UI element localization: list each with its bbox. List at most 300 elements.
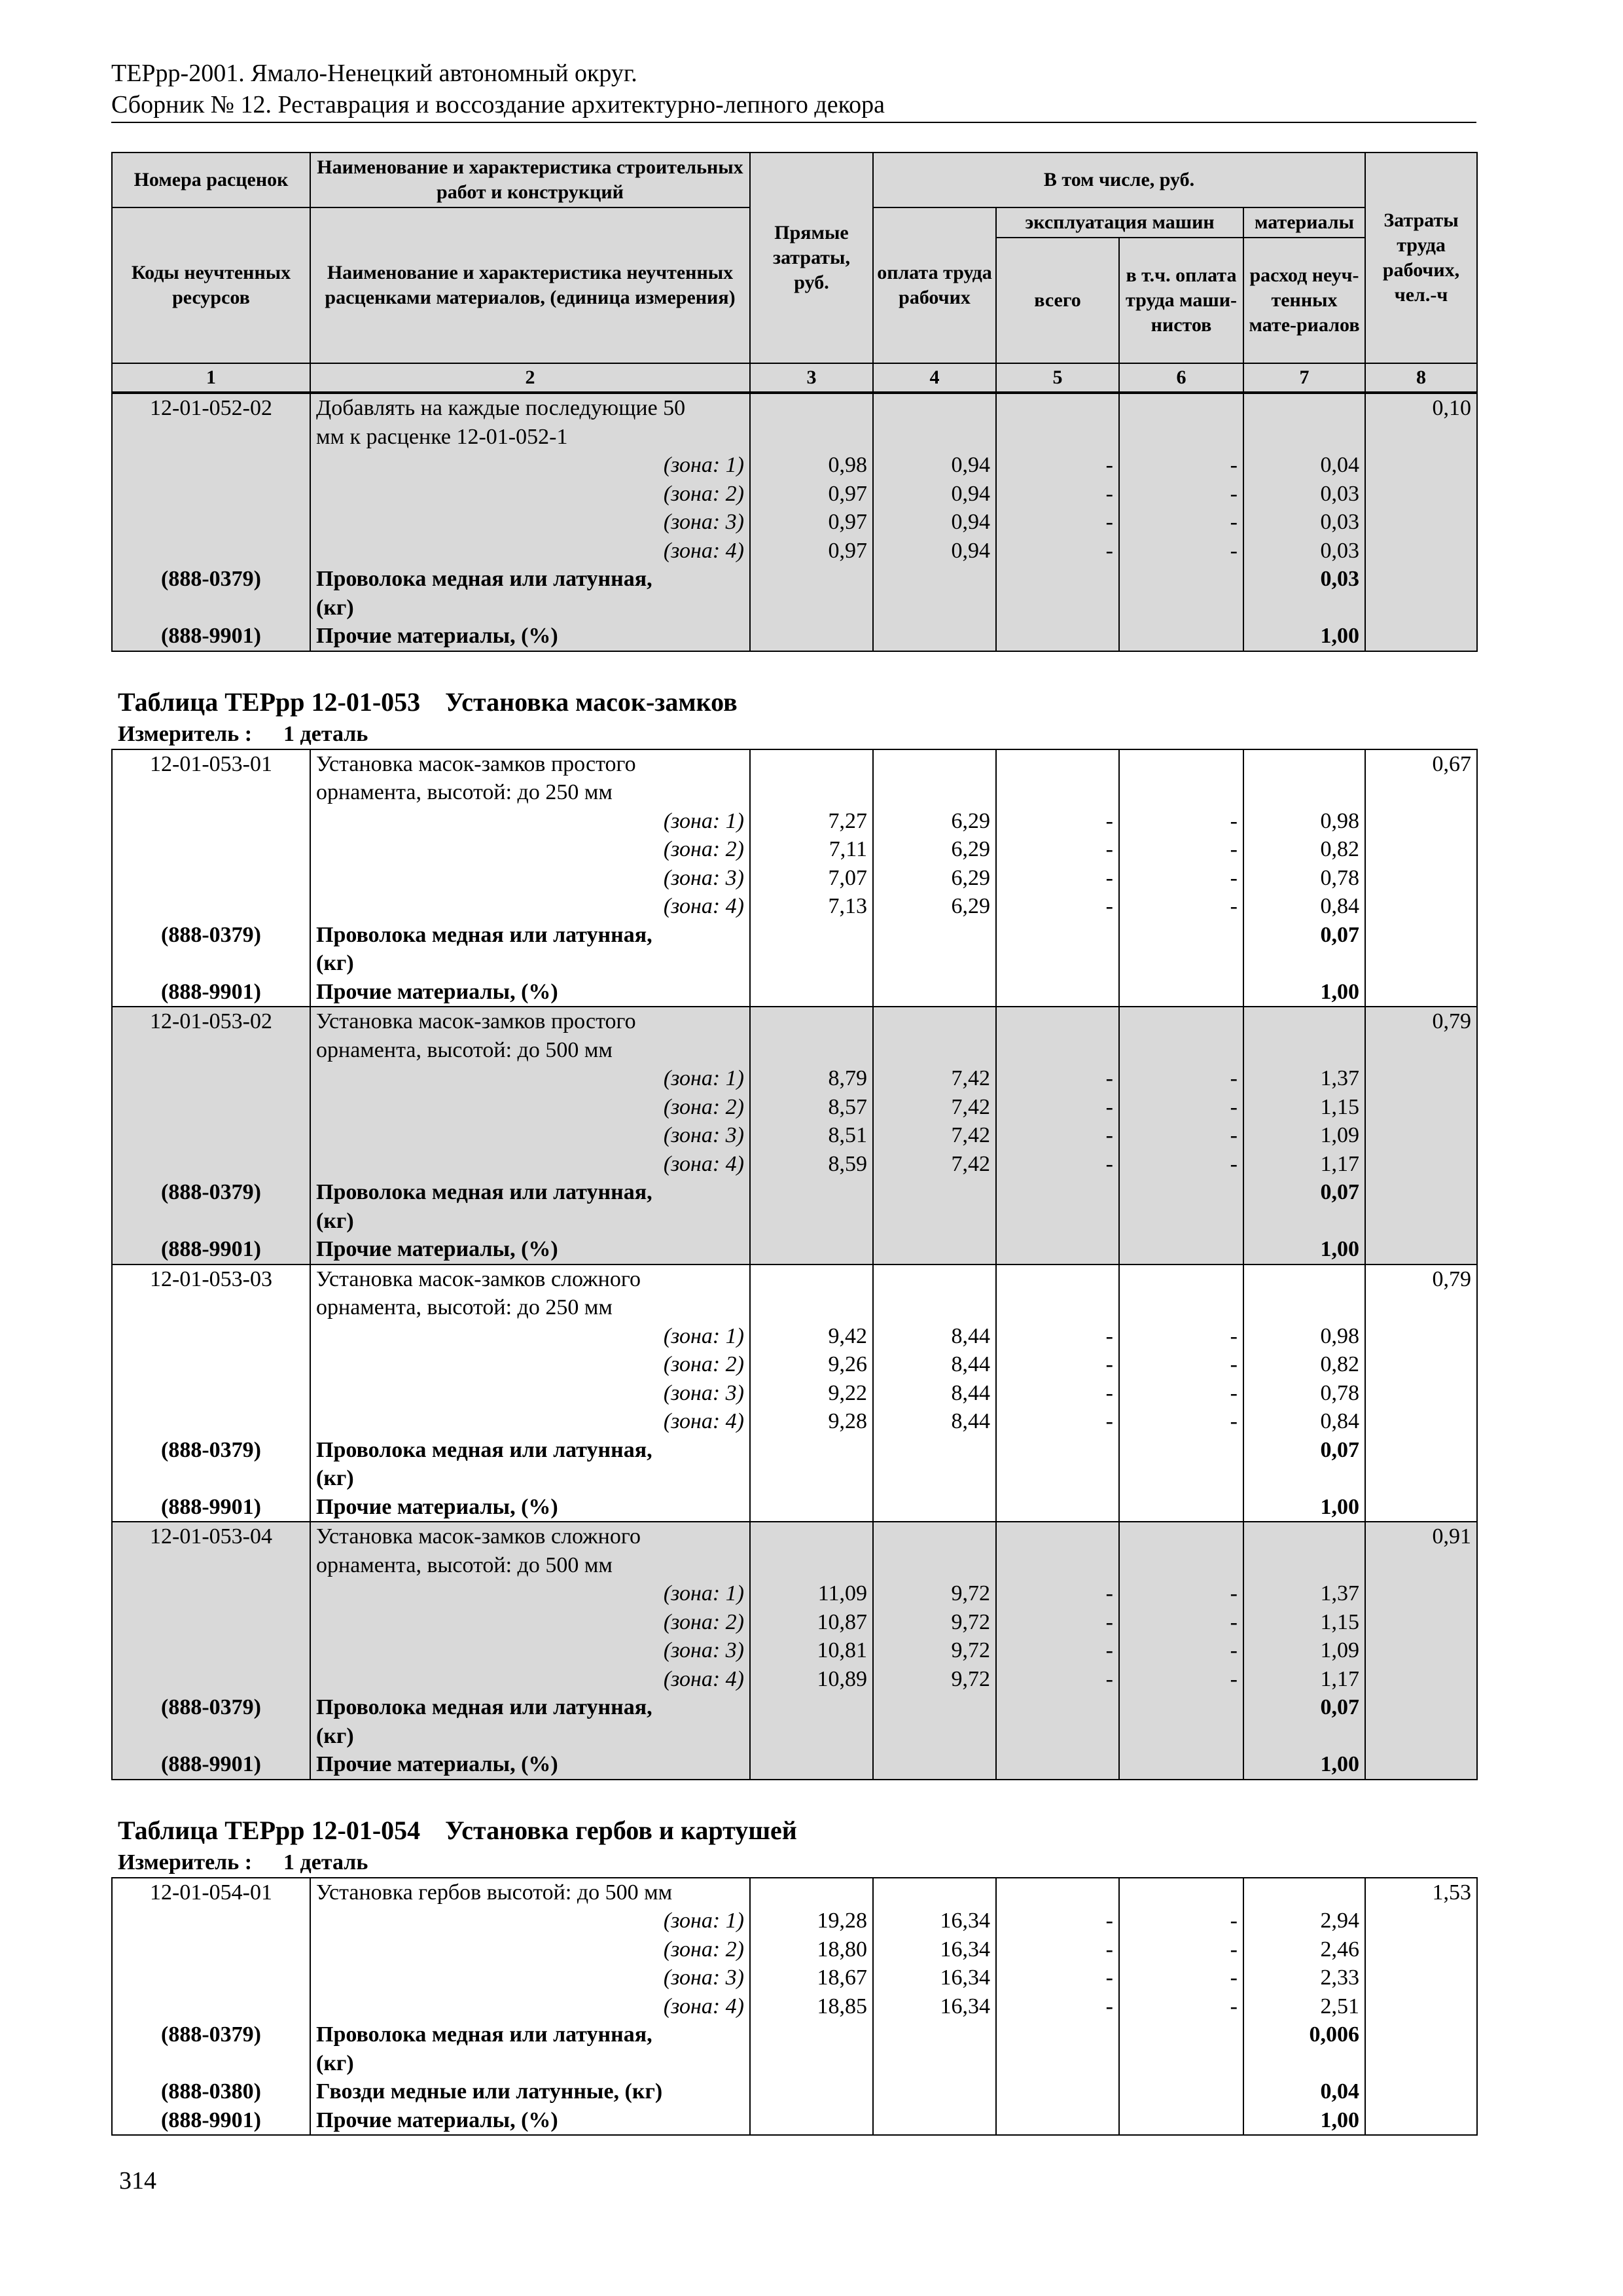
col-num-7: 7 <box>1243 363 1365 392</box>
zone-row <box>112 1636 1477 1665</box>
cell-empty <box>996 778 1119 807</box>
rates-table <box>111 1877 1478 2136</box>
cell-empty <box>112 1036 310 1065</box>
cell-empty <box>1243 423 1365 452</box>
worker-pay: 7,42 <box>873 1150 996 1179</box>
materials-cost: 2,94 <box>1243 1907 1365 1935</box>
worker-pay: 0,94 <box>873 508 996 537</box>
machine-cost: - <box>996 1150 1119 1179</box>
table-title-code: Таблица ТЕРрр 12-01-053 <box>118 687 421 717</box>
col-rashod: расход неуч-тенных мате-риалов <box>1243 238 1365 363</box>
zone-row <box>112 1379 1477 1408</box>
page <box>111 58 1476 2136</box>
direct-cost: 7,13 <box>750 892 873 921</box>
cell-empty <box>1365 2020 1477 2049</box>
materials-cost: 0,03 <box>1243 480 1365 509</box>
cell-empty <box>1243 1878 1365 1907</box>
cell-empty <box>1243 749 1365 779</box>
column-header-table <box>111 152 1478 393</box>
cell-empty <box>750 1207 873 1236</box>
cell-empty <box>873 393 996 423</box>
cell-empty <box>1365 1407 1477 1436</box>
cell-empty <box>750 978 873 1007</box>
machinist-pay: - <box>1119 537 1243 565</box>
resource-qty: 1,00 <box>1243 1750 1365 1780</box>
resource-row <box>112 1207 1477 1236</box>
resource-qty: 1,00 <box>1243 1235 1365 1265</box>
resource-row <box>112 2020 1477 2049</box>
machine-cost: - <box>996 480 1119 509</box>
cell-empty <box>1243 1207 1365 1236</box>
resource-row <box>112 921 1477 950</box>
zone-label: (зона: 3) <box>310 1121 750 1150</box>
resource-qty: 0,07 <box>1243 1178 1365 1207</box>
machine-cost: - <box>996 1907 1119 1935</box>
col-nomera: Номера расценок <box>112 152 310 207</box>
labor-cost: 0,79 <box>1365 1265 1477 1294</box>
machine-cost: - <box>996 892 1119 921</box>
cell-empty <box>112 480 310 509</box>
rate-description: Установка масок-замков простого <box>310 1007 750 1036</box>
cell-empty <box>1119 565 1243 594</box>
resource-row <box>112 949 1477 978</box>
machine-cost: - <box>996 537 1119 565</box>
resource-name: Проволока медная или латунная, <box>310 921 750 950</box>
cell-empty <box>1119 749 1243 779</box>
cell-empty <box>873 1235 996 1265</box>
machinist-pay: - <box>1119 1665 1243 1694</box>
resource-row <box>112 1436 1477 1465</box>
zone-row <box>112 1907 1477 1935</box>
direct-cost: 0,97 <box>750 537 873 565</box>
cell-empty <box>996 1493 1119 1522</box>
cell-empty <box>750 1750 873 1780</box>
cell-empty <box>1365 978 1477 1007</box>
machine-cost: - <box>996 1636 1119 1665</box>
cell-empty <box>1243 594 1365 622</box>
machinist-pay: - <box>1119 1150 1243 1179</box>
cell-empty <box>112 864 310 893</box>
cell-empty <box>1119 2020 1243 2049</box>
cell-empty <box>750 1722 873 1751</box>
machinist-pay: - <box>1119 1608 1243 1637</box>
cell-empty <box>112 537 310 565</box>
zone-label: (зона: 2) <box>310 835 750 864</box>
zone-row <box>112 1150 1477 1179</box>
worker-pay: 6,29 <box>873 892 996 921</box>
cell-empty <box>996 1750 1119 1780</box>
materials-cost: 1,17 <box>1243 1665 1365 1694</box>
machinist-pay: - <box>1119 1907 1243 1935</box>
cell-empty <box>873 978 996 1007</box>
resource-name: Прочие материалы, (%) <box>310 1750 750 1780</box>
resource-name: Проволока медная или латунная, <box>310 2020 750 2049</box>
rate-row <box>112 778 1477 807</box>
cell-empty <box>1365 423 1477 452</box>
cell-empty <box>873 778 996 807</box>
cell-empty <box>1365 2106 1477 2136</box>
cell-empty <box>1365 1293 1477 1322</box>
direct-cost: 10,89 <box>750 1665 873 1694</box>
cell-empty <box>873 1722 996 1751</box>
machinist-pay: - <box>1119 1322 1243 1351</box>
resource-code: (888-0379) <box>112 1693 310 1722</box>
zone-row <box>112 1964 1477 1992</box>
worker-pay: 16,34 <box>873 1935 996 1964</box>
cell-empty <box>996 1551 1119 1580</box>
cell-empty <box>750 1235 873 1265</box>
cell-empty <box>996 978 1119 1007</box>
cell-empty <box>1119 594 1243 622</box>
worker-pay: 16,34 <box>873 1907 996 1935</box>
machine-cost: - <box>996 1992 1119 2021</box>
cell-empty <box>996 2077 1119 2106</box>
materials-cost: 0,82 <box>1243 835 1365 864</box>
header-rule <box>111 122 1476 123</box>
worker-pay: 7,42 <box>873 1093 996 1122</box>
cell-empty <box>996 1265 1119 1294</box>
machinist-pay: - <box>1119 1350 1243 1379</box>
cell-empty <box>996 2049 1119 2078</box>
cell-empty <box>1243 949 1365 978</box>
resource-row <box>112 1493 1477 1522</box>
col-oplata: оплата труда рабочих <box>873 207 996 363</box>
resource-qty: 0,04 <box>1243 2077 1365 2106</box>
direct-cost: 11,09 <box>750 1579 873 1608</box>
cell-empty <box>1365 1907 1477 1935</box>
cell-empty <box>1119 423 1243 452</box>
machine-cost: - <box>996 1121 1119 1150</box>
cell-empty <box>996 1293 1119 1322</box>
cell-empty <box>996 1522 1119 1551</box>
cell-empty <box>996 1722 1119 1751</box>
resource-code: (888-0379) <box>112 2020 310 2049</box>
measure-line <box>118 720 1476 749</box>
cell-empty <box>750 594 873 622</box>
cell-empty <box>873 1265 996 1294</box>
cell-empty <box>112 1636 310 1665</box>
col-num-2: 2 <box>310 363 750 392</box>
cell-empty <box>996 1207 1119 1236</box>
worker-pay: 9,72 <box>873 1579 996 1608</box>
cell-empty <box>1365 892 1477 921</box>
cell-empty <box>750 1265 873 1294</box>
machine-cost: - <box>996 1407 1119 1436</box>
cell-empty <box>750 749 873 779</box>
machine-cost: - <box>996 835 1119 864</box>
cell-empty <box>112 1579 310 1608</box>
zone-label: (зона: 2) <box>310 1093 750 1122</box>
rate-description: Установка масок-замков сложного <box>310 1522 750 1551</box>
cell-empty <box>112 1907 310 1935</box>
cell-empty <box>1119 2049 1243 2078</box>
direct-cost: 0,97 <box>750 480 873 509</box>
zone-label: (зона: 3) <box>310 1964 750 1992</box>
zone-row <box>112 1322 1477 1351</box>
cell-empty <box>873 1750 996 1780</box>
direct-cost: 9,26 <box>750 1350 873 1379</box>
cell-empty <box>1119 2106 1243 2136</box>
cell-empty <box>1365 1992 1477 2021</box>
direct-cost: 7,07 <box>750 864 873 893</box>
cell-empty <box>996 949 1119 978</box>
cell-empty <box>112 2049 310 2078</box>
resource-code: (888-0379) <box>112 1436 310 1465</box>
cell-empty <box>1365 921 1477 950</box>
cell-empty <box>750 1464 873 1493</box>
zone-row <box>112 835 1477 864</box>
zone-label: (зона: 3) <box>310 1636 750 1665</box>
worker-pay: 7,42 <box>873 1121 996 1150</box>
col-num-6: 6 <box>1119 363 1243 392</box>
resource-qty: 0,07 <box>1243 921 1365 950</box>
cell-empty <box>112 1064 310 1093</box>
worker-pay: 6,29 <box>873 835 996 864</box>
cell-empty <box>1119 1551 1243 1580</box>
machine-cost: - <box>996 807 1119 836</box>
cell-empty <box>112 1121 310 1150</box>
cell-empty <box>1365 1964 1477 1992</box>
cell-empty <box>112 1293 310 1322</box>
measure-value: 1 деталь <box>283 1850 368 1874</box>
machine-cost: - <box>996 451 1119 480</box>
resource-qty: 1,00 <box>1243 2106 1365 2136</box>
measure-value: 1 деталь <box>283 721 368 746</box>
machinist-pay: - <box>1119 1579 1243 1608</box>
cell-empty <box>1243 1007 1365 1036</box>
materials-cost: 2,51 <box>1243 1992 1365 2021</box>
cell-empty <box>750 1551 873 1580</box>
zone-row <box>112 1350 1477 1379</box>
zone-row <box>112 480 1477 509</box>
rate-row <box>112 1007 1477 1036</box>
cell-empty <box>1365 1464 1477 1493</box>
cell-empty <box>750 1036 873 1065</box>
resource-code: (888-9901) <box>112 2106 310 2136</box>
table-title <box>118 1813 1476 1848</box>
direct-cost: 7,27 <box>750 807 873 836</box>
resource-code: (888-9901) <box>112 1750 310 1780</box>
rate-row <box>112 423 1477 452</box>
cell-empty <box>1365 778 1477 807</box>
cell-empty <box>1243 1293 1365 1322</box>
resource-code: (888-0379) <box>112 1178 310 1207</box>
cell-empty <box>1365 1379 1477 1408</box>
cell-empty <box>1365 1150 1477 1179</box>
cell-empty <box>750 1436 873 1465</box>
cell-empty <box>1119 1293 1243 1322</box>
cell-empty <box>996 2106 1119 2136</box>
resource-name: Проволока медная или латунная, <box>310 565 750 594</box>
resource-qty: 0,03 <box>1243 565 1365 594</box>
materials-cost: 0,84 <box>1243 1407 1365 1436</box>
col-num-1: 1 <box>112 363 310 392</box>
zone-label: (зона: 1) <box>310 1579 750 1608</box>
zone-label: (зона: 1) <box>310 807 750 836</box>
machine-cost: - <box>996 1665 1119 1694</box>
measure-label: Измеритель : <box>118 1850 253 1874</box>
resource-row <box>112 565 1477 594</box>
cell-empty <box>1119 1693 1243 1722</box>
resource-code: (888-0379) <box>112 565 310 594</box>
cell-empty <box>750 949 873 978</box>
cell-empty <box>1119 1265 1243 1294</box>
cell-empty <box>1365 451 1477 480</box>
worker-pay: 0,94 <box>873 480 996 509</box>
cell-empty <box>750 778 873 807</box>
rate-description: Установка гербов высотой: до 500 мм <box>310 1878 750 1907</box>
table-title <box>118 685 1476 720</box>
cell-empty <box>1243 778 1365 807</box>
materials-cost: 0,04 <box>1243 451 1365 480</box>
cell-empty <box>1119 1178 1243 1207</box>
resource-name: (кг) <box>310 949 750 978</box>
worker-pay: 16,34 <box>873 1964 996 1992</box>
rate-description: Установка масок-замков простого <box>310 749 750 779</box>
cell-empty <box>873 1207 996 1236</box>
cell-empty <box>1365 864 1477 893</box>
cell-empty <box>1365 1322 1477 1351</box>
direct-cost: 10,87 <box>750 1608 873 1637</box>
cell-empty <box>1365 1665 1477 1694</box>
resource-qty: 0,07 <box>1243 1693 1365 1722</box>
cell-empty <box>1243 393 1365 423</box>
col-num-8: 8 <box>1365 363 1477 392</box>
cell-empty <box>112 1350 310 1379</box>
cell-empty <box>873 1464 996 1493</box>
zone-label: (зона: 1) <box>310 1322 750 1351</box>
cell-empty <box>1365 1093 1477 1122</box>
cell-empty <box>873 622 996 651</box>
cell-empty <box>750 2106 873 2136</box>
worker-pay: 8,44 <box>873 1322 996 1351</box>
cell-empty <box>112 1150 310 1179</box>
zone-row <box>112 1579 1477 1608</box>
cell-empty <box>1365 1235 1477 1265</box>
materials-cost: 2,33 <box>1243 1964 1365 1992</box>
materials-cost: 0,03 <box>1243 508 1365 537</box>
cell-empty <box>1243 2049 1365 2078</box>
cell-empty <box>750 921 873 950</box>
resource-code: (888-0380) <box>112 2077 310 2106</box>
zone-label: (зона: 3) <box>310 508 750 537</box>
col-vtch: в т.ч. оплата труда маши-нистов <box>1119 238 1243 363</box>
materials-cost: 0,78 <box>1243 864 1365 893</box>
col-num-4: 4 <box>873 363 996 392</box>
col-v-tom: В том числе, руб. <box>873 152 1365 207</box>
cell-empty <box>1365 1436 1477 1465</box>
col-kody: Коды неучтенных ресурсов <box>112 207 310 363</box>
resource-row <box>112 1750 1477 1780</box>
cell-empty <box>750 1493 873 1522</box>
rates-table <box>111 393 1478 652</box>
zone-row <box>112 1665 1477 1694</box>
cell-empty <box>1365 1178 1477 1207</box>
rate-description: орнамента, высотой: до 250 мм <box>310 1293 750 1322</box>
direct-cost: 9,22 <box>750 1379 873 1408</box>
cell-empty <box>112 1992 310 2021</box>
zone-label: (зона: 2) <box>310 1608 750 1637</box>
cell-empty <box>1365 537 1477 565</box>
direct-cost: 8,57 <box>750 1093 873 1122</box>
cell-empty <box>1243 1265 1365 1294</box>
labor-cost: 0,79 <box>1365 1007 1477 1036</box>
cell-empty <box>1365 1935 1477 1964</box>
cell-empty <box>112 1379 310 1408</box>
machinist-pay: - <box>1119 508 1243 537</box>
machinist-pay: - <box>1119 1407 1243 1436</box>
machine-cost: - <box>996 1608 1119 1637</box>
cell-empty <box>873 749 996 779</box>
cell-empty <box>996 594 1119 622</box>
cell-empty <box>1119 1207 1243 1236</box>
worker-pay: 0,94 <box>873 537 996 565</box>
direct-cost: 8,59 <box>750 1150 873 1179</box>
cell-empty <box>112 1464 310 1493</box>
machine-cost: - <box>996 864 1119 893</box>
cell-empty <box>112 1665 310 1694</box>
resource-row <box>112 622 1477 651</box>
cell-empty <box>996 1178 1119 1207</box>
cell-empty <box>1119 921 1243 950</box>
resource-code: (888-9901) <box>112 622 310 651</box>
cell-empty <box>1365 1064 1477 1093</box>
cell-empty <box>1119 1007 1243 1036</box>
worker-pay: 6,29 <box>873 864 996 893</box>
cell-empty <box>750 565 873 594</box>
cell-empty <box>1119 778 1243 807</box>
zone-row <box>112 1121 1477 1150</box>
rates-table <box>111 749 1478 1780</box>
direct-cost: 18,80 <box>750 1935 873 1964</box>
cell-empty <box>873 1551 996 1580</box>
rate-code: 12-01-053-02 <box>112 1007 310 1036</box>
machine-cost: - <box>996 1093 1119 1122</box>
cell-empty <box>112 1608 310 1637</box>
cell-empty <box>112 1722 310 1751</box>
resource-name: (кг) <box>310 1722 750 1751</box>
rate-description: мм к расценке 12-01-052-1 <box>310 423 750 452</box>
cell-empty <box>1119 1235 1243 1265</box>
zone-label: (зона: 3) <box>310 1379 750 1408</box>
materials-cost: 1,09 <box>1243 1121 1365 1150</box>
materials-cost: 2,46 <box>1243 1935 1365 1964</box>
cell-empty <box>750 2077 873 2106</box>
direct-cost: 10,81 <box>750 1636 873 1665</box>
doc-header-line1: ТЕРрр-2001. Ямало-Ненецкий автономный округ. <box>111 60 637 87</box>
cell-empty <box>996 622 1119 651</box>
cell-empty <box>996 565 1119 594</box>
direct-cost: 9,28 <box>750 1407 873 1436</box>
zone-row <box>112 1992 1477 2021</box>
cell-empty <box>996 1007 1119 1036</box>
resource-name: Прочие материалы, (%) <box>310 978 750 1007</box>
machine-cost: - <box>996 1350 1119 1379</box>
machine-cost: - <box>996 1935 1119 1964</box>
zone-row <box>112 537 1477 565</box>
rate-description: Добавлять на каждые последующие 50 <box>310 393 750 423</box>
cell-empty <box>996 921 1119 950</box>
rate-code: 12-01-052-02 <box>112 393 310 423</box>
measure-line <box>118 1848 1476 1877</box>
worker-pay: 6,29 <box>873 807 996 836</box>
cell-empty <box>873 2106 996 2136</box>
machinist-pay: - <box>1119 1093 1243 1122</box>
cell-empty <box>1119 1436 1243 1465</box>
resource-name: Проволока медная или латунная, <box>310 1693 750 1722</box>
resource-name: Прочие материалы, (%) <box>310 1235 750 1265</box>
cell-empty <box>1365 594 1477 622</box>
